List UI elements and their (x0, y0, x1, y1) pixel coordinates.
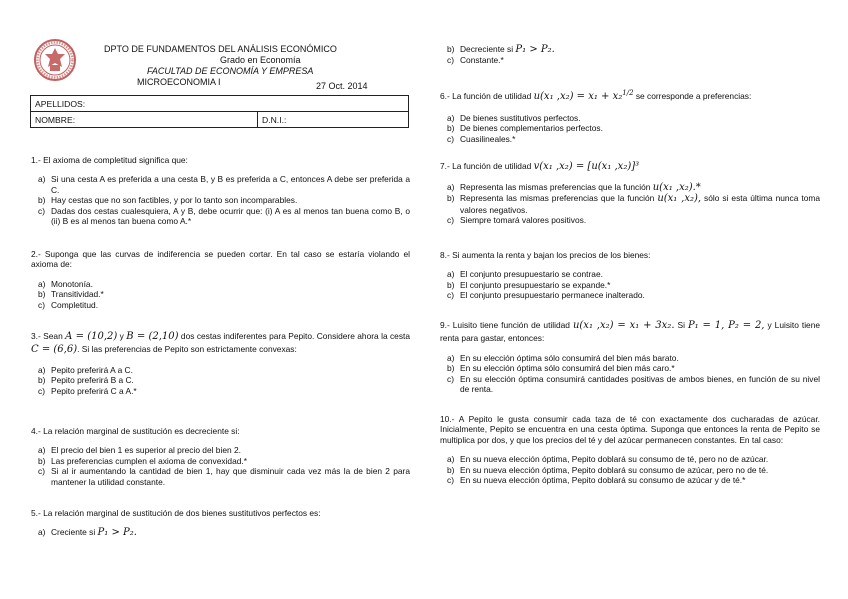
math-expression: C = (6,6) (31, 344, 78, 355)
option-label: b) (447, 193, 455, 204)
department-title: DPTO DE FUNDAMENTOS DEL ANÁLISIS ECONÓMICO (104, 44, 337, 54)
option-text: En su nueva elección óptima, Pepito doblará su consumo de azúcar y de té.* (460, 475, 746, 486)
question-7 (440, 160, 820, 226)
option-label: a) (447, 269, 455, 280)
option-a[interactable] (31, 527, 410, 538)
option-c[interactable] (440, 55, 820, 65)
option-label: c) (38, 299, 45, 310)
option-label: c) (38, 466, 45, 477)
option-label: a) (38, 365, 46, 375)
option-a[interactable] (31, 279, 410, 289)
option-label: b) (38, 375, 46, 386)
math-expression: P₁ > P₂. (97, 527, 137, 539)
question-stem: 1.- El axioma de completitud significa que: (31, 155, 188, 165)
university-seal-icon (33, 38, 77, 82)
option-c[interactable] (440, 374, 820, 395)
option-text: Cuasilineales.* (460, 133, 516, 144)
degree-name: Grado en Economía (220, 55, 301, 65)
question-stem (440, 319, 820, 344)
option-label: c) (38, 205, 45, 216)
option-c[interactable] (31, 466, 410, 487)
option-label: b) (447, 464, 455, 475)
question-stem: 2.- Suponga que las curvas de indiferencia se pueden cortar. En tal caso se estaría violando el axioma de: (31, 249, 410, 270)
option-b[interactable] (440, 193, 820, 215)
option-text: Transitividad.* (51, 289, 104, 300)
stem-text: 9.- Luisito tiene función de utilidad (440, 320, 570, 330)
option-label: a) (447, 112, 455, 123)
surname-field[interactable] (31, 96, 409, 112)
question-stem (440, 160, 820, 173)
option-label: b) (447, 123, 455, 134)
stem-text: dos cestas indiferentes para Pepito. Considere ahora la cesta (180, 331, 411, 341)
option-text: El conjunto presupuestario se expande.* (460, 279, 611, 290)
option-text: Si al ir aumentando la cantidad de bien 1, hay que disminuir cada vez más la de bien 2 para mantener la utilidad constante. (51, 466, 410, 487)
math-expression: v(x₁ ,x₂) = [u(x₁ ,x₂)]³ (533, 161, 640, 172)
option-text: Dadas dos cestas cualesquiera, A y B, debe ocurrir que: (i) A es al menos tan buena como B, o (ii) B es al menos tan buena como A.* (51, 205, 410, 227)
option-b[interactable] (440, 123, 820, 133)
option-a[interactable] (31, 445, 410, 455)
option-a[interactable] (440, 269, 820, 279)
option-b[interactable] (440, 280, 820, 290)
option-b[interactable] (31, 289, 410, 299)
option-a[interactable] (31, 365, 410, 375)
option-a[interactable] (440, 182, 820, 193)
stem-text: y (119, 331, 124, 341)
option-text: Pepito preferirá B a C. (51, 375, 134, 386)
option-c[interactable] (440, 290, 820, 300)
option-a[interactable] (440, 454, 820, 464)
question-stem: 8.- Si aumenta la renta y bajan los precios de los bienes: (440, 250, 651, 260)
option-b[interactable] (440, 44, 820, 55)
faculty-name: FACULTAD DE ECONOMÍA Y EMPRESA (147, 66, 314, 76)
math-exponent: 1/2 (622, 89, 634, 97)
option-text: El precio del bien 1 es superior al precio del bien 2. (51, 445, 241, 456)
question-4 (31, 426, 410, 487)
option-c[interactable] (440, 215, 820, 225)
question-stem (31, 330, 410, 356)
option-text: De bienes complementarios perfectos. (460, 123, 603, 134)
math-expression: B = (2,10) (126, 331, 179, 342)
stem-text: Si (677, 320, 685, 330)
option-b[interactable] (440, 465, 820, 475)
math-expression: u(x₁ ,x₂) = x₁ + x₂ (533, 90, 623, 102)
question-stem: 5.- La relación marginal de sustitución de dos bienes sustitutivos perfectos es: (31, 508, 321, 518)
option-text: En su elección óptima sólo consumirá del bien más caro.* (460, 363, 675, 374)
option-text: Siempre tomará valores positivos. (460, 215, 587, 226)
option-label: b) (447, 279, 455, 290)
option-c[interactable] (31, 386, 410, 396)
stem-text: y Luisito tiene renta para gastar, entonces: (440, 320, 821, 343)
option-label: b) (447, 44, 455, 54)
stem-text: 3.- Sean (31, 331, 63, 341)
option-text: Representa las mismas preferencias que la función (460, 193, 655, 204)
question-stem (440, 86, 820, 104)
option-label: a) (38, 278, 46, 289)
option-text: Representa las mismas preferencias que la función (460, 182, 651, 192)
option-b[interactable] (440, 363, 820, 373)
option-text: En su nueva elección óptima, Pepito doblará su consumo de té, pero no de azúcar. (460, 454, 769, 465)
option-text: En su elección óptima sólo consumirá del bien más barato. (460, 353, 679, 363)
surname-label: APELLIDOS: (35, 98, 86, 109)
identification-form (30, 95, 409, 128)
option-label: b) (38, 289, 46, 300)
option-c[interactable] (440, 134, 820, 144)
stem-text: 6.- La función de utilidad (440, 90, 532, 101)
option-text: Hay cestas que no son factibles, y por lo tanto son incomparables. (51, 195, 298, 206)
option-text: El conjunto presupuestario se contrae. (460, 269, 603, 280)
name-field[interactable] (31, 112, 258, 128)
exam-date: 27 Oct. 2014 (316, 81, 368, 91)
option-label: c) (447, 373, 454, 384)
question-stem: 4.- La relación marginal de sustitución es decreciente si: (31, 426, 240, 436)
option-label: b) (38, 455, 46, 466)
question-stem: 10.- A Pepito le gusta consumir cada taza de té con exactamente dos cucharadas de azúcar. Inicialmente, Pepito se encuentra en una cesta óptima. Suponga que entonces la renta de Pepito se multiplica por dos, y que los precios del té y del azúcar permanecen constantes. En tal caso: (440, 414, 820, 445)
option-label: c) (38, 385, 45, 396)
option-c[interactable] (440, 475, 820, 485)
option-b[interactable] (31, 456, 410, 466)
option-text: sólo si esta última nunca toma valores negativos. (460, 193, 820, 215)
math-expression: P₁ = 1, P₂ = 2, (687, 320, 765, 331)
option-text: De bienes sustitutivos perfectos. (460, 112, 581, 123)
option-label: c) (447, 475, 454, 486)
option-text: Pepito preferirá A a C. (51, 365, 133, 375)
option-a[interactable] (31, 174, 410, 195)
course-name: MICROECONOMIA I (137, 77, 221, 87)
option-label: c) (447, 133, 454, 144)
option-label: c) (447, 290, 454, 301)
option-text: Las preferencias cumplen el axioma de convexidad.* (51, 455, 247, 466)
stem-text: 7.- La función de utilidad (440, 161, 532, 171)
math-expression: P₁ > P₂. (515, 44, 555, 55)
option-label: a) (447, 182, 455, 192)
option-label: c) (447, 215, 454, 226)
option-c[interactable] (31, 300, 410, 310)
option-b[interactable] (31, 195, 410, 205)
option-text: Constante.* (460, 55, 504, 66)
option-text: Si una cesta A es preferida a una cesta B, y B es preferida a C, entonces A debe ser preferida a C. (51, 174, 410, 195)
option-text: Creciente si (51, 527, 96, 538)
name-label: NOMBRE: (35, 114, 76, 125)
question-8 (440, 250, 820, 301)
option-text: En su nueva elección óptima, Pepito doblará su consumo de azúcar, pero no de té. (460, 464, 769, 475)
question-5-continued (440, 44, 820, 66)
option-label: c) (447, 55, 454, 66)
question-5 (31, 508, 410, 539)
option-text: En su elección óptima consumirá cantidades positivas de ambos bienes, en función de su nivel de renta. (460, 373, 820, 395)
option-label: a) (447, 353, 455, 363)
option-text: Pepito preferirá C a A.* (51, 385, 137, 396)
option-text: El conjunto presupuestario permanece inalterado. (460, 290, 645, 301)
math-expression: A = (10,2) (65, 331, 118, 342)
option-text: Completitud. (51, 299, 99, 310)
option-c[interactable] (31, 206, 410, 227)
dni-label: D.N.I.: (262, 114, 287, 125)
dni-field[interactable] (258, 112, 409, 128)
option-b[interactable] (31, 375, 410, 385)
option-a[interactable] (440, 113, 820, 123)
stem-text: se corresponde a preferencias: (635, 90, 752, 101)
option-label: a) (38, 445, 46, 456)
question-10 (440, 414, 820, 485)
option-text: Decreciente si (460, 44, 514, 54)
option-a[interactable] (440, 353, 820, 363)
math-expression: u(x₁ ,x₂), (657, 193, 702, 205)
option-label: a) (38, 527, 46, 538)
option-label: a) (38, 174, 46, 185)
question-6 (440, 86, 820, 144)
question-9 (440, 319, 820, 395)
question-3 (31, 330, 410, 396)
option-text: Monotonía. (51, 278, 93, 289)
option-label: b) (38, 195, 46, 206)
option-label: b) (447, 363, 455, 374)
question-1 (31, 155, 410, 226)
math-expression: u(x₁ ,x₂).* (652, 182, 701, 193)
math-expression: u(x₁ ,x₂) = x₁ + 3x₂. (572, 320, 675, 331)
stem-text: . Si las preferencias de Pepito son estrictamente convexas: (77, 344, 297, 354)
option-label: a) (447, 454, 455, 465)
question-2 (31, 249, 410, 310)
